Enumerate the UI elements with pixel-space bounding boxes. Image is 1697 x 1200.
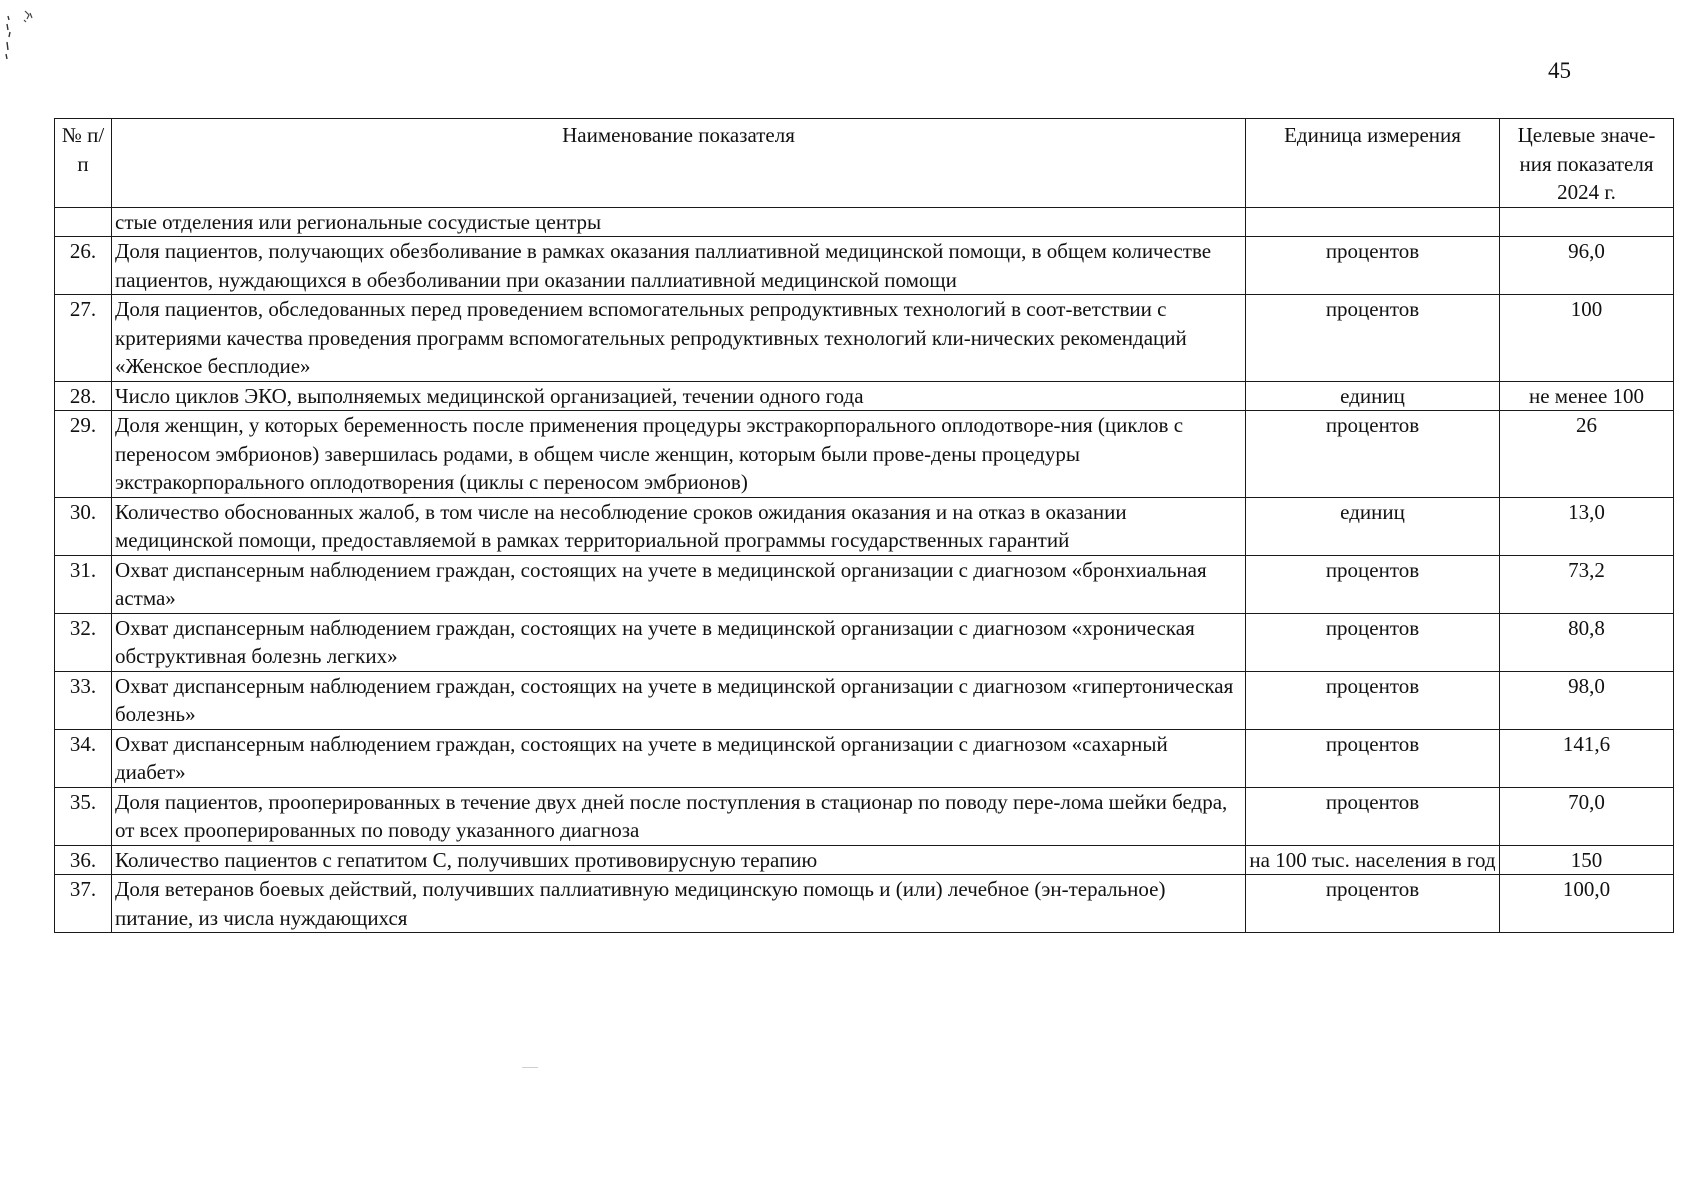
header-target: Целевые значе-ния показателя 2024 г. [1500, 119, 1674, 208]
row-name: Доля пациентов, получающих обезболивание в рамках оказания паллиативной медицинской помощи, в общем количестве пациентов, нуждающихся в обезболивании при оказании паллиативной медицинской помощи [112, 237, 1246, 295]
table-header-row [55, 119, 1674, 208]
table-row [55, 671, 1674, 729]
row-target: 150 [1500, 845, 1674, 875]
row-unit [1246, 207, 1500, 237]
table-row [55, 381, 1674, 411]
row-unit: процентов [1246, 613, 1500, 671]
row-num: 31. [55, 555, 112, 613]
row-target: 100,0 [1500, 875, 1674, 933]
table-row [55, 497, 1674, 555]
row-name: Охват диспансерным наблюдением граждан, состоящих на учете в медицинской организации с диагнозом «хроническая обструктивная болезнь легких» [112, 613, 1246, 671]
row-name: Доля пациентов, прооперированных в течение двух дней после поступления в стационар по поводу пере-лома шейки бедра, от всех прооперированных по поводу указанного диагноза [112, 787, 1246, 845]
row-name: Доля пациентов, обследованных перед проведением вспомогательных репродуктивных технологий в соот-ветствии с критериями качества проведения программ вспомогательных репродуктивных технологий кли-нических рекомендаций «Женское бесплодие» [112, 295, 1246, 382]
header-num: № п/п [55, 119, 112, 208]
row-unit: процентов [1246, 237, 1500, 295]
table-row [55, 787, 1674, 845]
row-target: не менее 100 [1500, 381, 1674, 411]
row-name: Число циклов ЭКО, выполняемых медицинской организацией, течении одного года [112, 381, 1246, 411]
row-unit: единиц [1246, 497, 1500, 555]
row-name: Доля женщин, у которых беременность после применения процедуры экстракорпорального оплодотворе-ния (циклов с переносом эмбрионов) завершилась родами, в общем числе женщин, которым были прове-дены процедуры экстракорпорального оплодотворения (циклы с переносом эмбрионов) [112, 411, 1246, 498]
row-target: 141,6 [1500, 729, 1674, 787]
row-unit: процентов [1246, 295, 1500, 382]
header-unit: Единица измерения [1246, 119, 1500, 208]
row-unit: процентов [1246, 411, 1500, 498]
row-name: Количество пациентов с гепатитом С, получивших противовирусную терапию [112, 845, 1246, 875]
header-name: Наименование показателя [112, 119, 1246, 208]
row-unit: процентов [1246, 787, 1500, 845]
row-unit: процентов [1246, 729, 1500, 787]
row-num: 28. [55, 381, 112, 411]
table-row [55, 295, 1674, 382]
row-num [55, 207, 112, 237]
row-num: 37. [55, 875, 112, 933]
row-num: 29. [55, 411, 112, 498]
row-num: 35. [55, 787, 112, 845]
row-unit: процентов [1246, 671, 1500, 729]
row-target: 98,0 [1500, 671, 1674, 729]
row-num: 33. [55, 671, 112, 729]
row-num: 34. [55, 729, 112, 787]
row-name: Охват диспансерным наблюдением граждан, состоящих на учете в медицинской организации с диагнозом «гипертоническая болезнь» [112, 671, 1246, 729]
table-row-continuation [55, 207, 1674, 237]
table-row [55, 555, 1674, 613]
row-name: Охват диспансерным наблюдением граждан, состоящих на учете в медицинской организации с диагнозом «бронхиальная астма» [112, 555, 1246, 613]
row-name: Доля ветеранов боевых действий, получивших паллиативную медицинскую помощь и (или) лечебное (эн-теральное) питание, из числа нуждающихся [112, 875, 1246, 933]
row-num: 36. [55, 845, 112, 875]
row-target: 13,0 [1500, 497, 1674, 555]
row-unit: процентов [1246, 875, 1500, 933]
table-row [55, 875, 1674, 933]
row-num: 26. [55, 237, 112, 295]
indicators-table [54, 118, 1674, 933]
table-row [55, 845, 1674, 875]
table-row [55, 237, 1674, 295]
row-num: 27. [55, 295, 112, 382]
row-unit: на 100 тыс. населения в год [1246, 845, 1500, 875]
row-target: 26 [1500, 411, 1674, 498]
row-target: 70,0 [1500, 787, 1674, 845]
row-num: 32. [55, 613, 112, 671]
row-unit: единиц [1246, 381, 1500, 411]
row-target: 100 [1500, 295, 1674, 382]
row-name: стые отделения или региональные сосудистые центры [112, 207, 1246, 237]
scan-artifact-icon [4, 6, 38, 64]
scan-dash [522, 1067, 538, 1068]
page-number: 45 [1548, 58, 1571, 83]
row-name: Охват диспансерным наблюдением граждан, состоящих на учете в медицинской организации с диагнозом «сахарный диабет» [112, 729, 1246, 787]
table-row [55, 613, 1674, 671]
row-name: Количество обоснованных жалоб, в том числе на несоблюдение сроков ожидания оказания и на отказ в оказании медицинской помощи, предоставляемой в рамках территориальной программы государственных гарантий [112, 497, 1246, 555]
row-unit: процентов [1246, 555, 1500, 613]
row-target [1500, 207, 1674, 237]
row-target: 80,8 [1500, 613, 1674, 671]
table-row [55, 729, 1674, 787]
row-target: 96,0 [1500, 237, 1674, 295]
row-num: 30. [55, 497, 112, 555]
table-row [55, 411, 1674, 498]
row-target: 73,2 [1500, 555, 1674, 613]
